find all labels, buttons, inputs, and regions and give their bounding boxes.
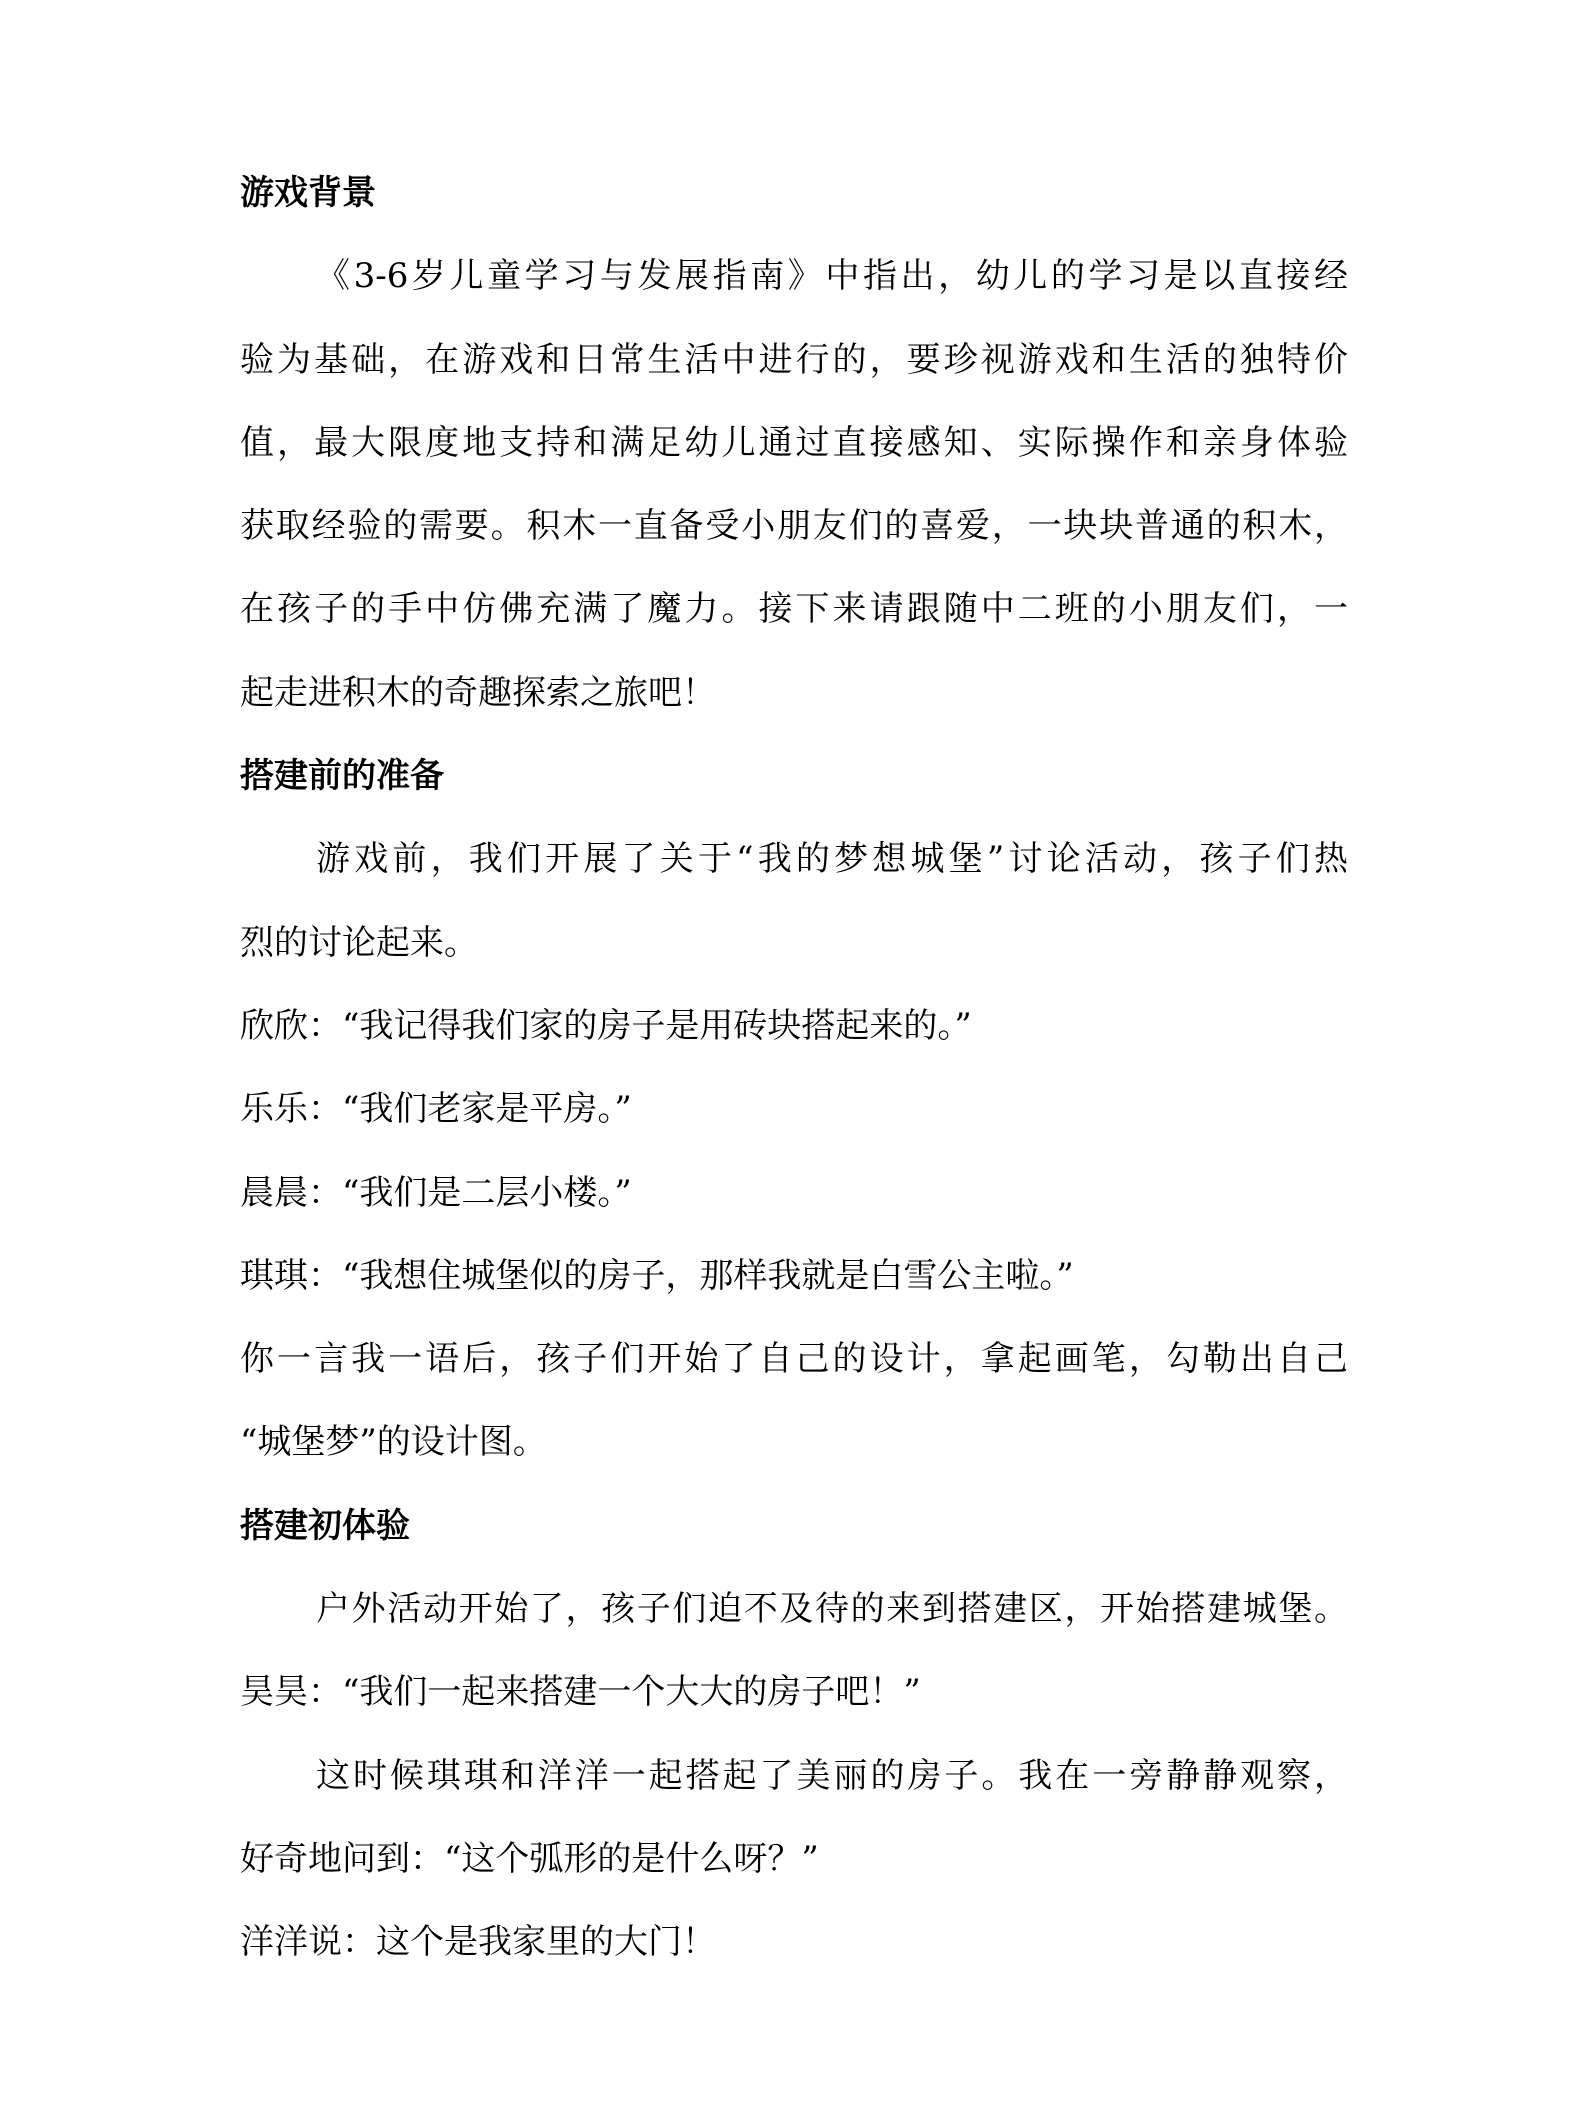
paragraph-line: 你一言我一语后，孩子们开始了自己的设计，拿起画笔，勾勒出自己	[240, 1339, 1348, 1380]
section-heading: 搭建初体验	[240, 1505, 410, 1546]
paragraph-line: 好奇地问到：“这个弧形的是什么呀？”	[240, 1838, 819, 1879]
paragraph-line: 《3-6岁儿童学习与发展指南》中指出，幼儿的学习是以直接经	[316, 256, 1348, 297]
document-page	[240, 152, 1348, 1985]
dialogue-line: 洋洋说：这个是我家里的大门！	[240, 1922, 716, 1963]
paragraph-line: 游戏前，我们开展了关于“我的梦想城堡”讨论活动，孩子们热	[316, 839, 1348, 880]
paragraph-line: 烈的讨论起来。	[240, 922, 478, 963]
paragraph-line: 值，最大限度地支持和满足幼儿通过直接感知、实际操作和亲身体验	[240, 422, 1348, 463]
paragraph-line: 起走进积木的奇趣探索之旅吧！	[240, 672, 716, 713]
paragraph-line: 在孩子的手中仿佛充满了魔力。接下来请跟随中二班的小朋友们，一	[240, 589, 1348, 630]
dialogue-line: 琪琪：“我想住城堡似的房子，那样我就是白雪公主啦。”	[240, 1255, 1074, 1296]
paragraph-line: 户外活动开始了，孩子们迫不及待的来到搭建区，开始搭建城堡。	[316, 1589, 1348, 1630]
paragraph-line: 这时候琪琪和洋洋一起搭起了美丽的房子。我在一旁静静观察，	[316, 1755, 1348, 1796]
section-heading: 搭建前的准备	[240, 756, 444, 797]
dialogue-line: 欣欣：“我记得我们家的房子是用砖块搭起来的。”	[240, 1005, 972, 1046]
paragraph-line: 验为基础，在游戏和日常生活中进行的，要珍视游戏和生活的独特价	[240, 339, 1348, 380]
dialogue-line: 昊昊：“我们一起来搭建一个大大的房子吧！”	[240, 1672, 921, 1713]
dialogue-line: 晨晨：“我们是二层小楼。”	[240, 1172, 632, 1213]
dialogue-line: 乐乐：“我们老家是平房。”	[240, 1089, 632, 1130]
section-heading: 游戏背景	[240, 173, 376, 213]
paragraph-line: “城堡梦”的设计图。	[240, 1422, 547, 1463]
paragraph-line: 获取经验的需要。积木一直备受小朋友们的喜爱，一块块普通的积木，	[240, 506, 1348, 547]
